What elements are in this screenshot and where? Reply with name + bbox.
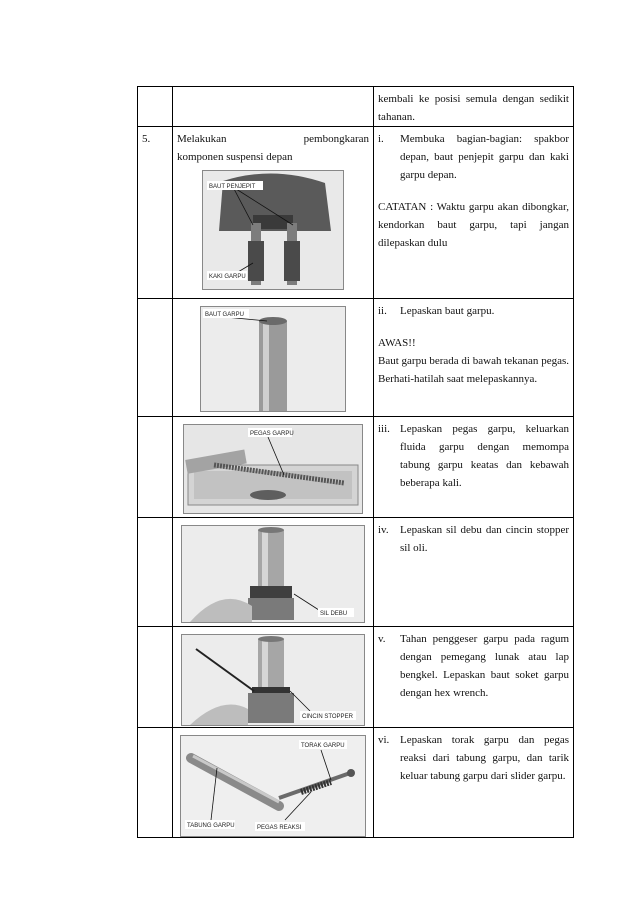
step-text: Tahan penggeser garpu pada ragum dengan pemegang lunak atau lap bengkel. Lepaskan baut soket garpu dengan hex wrench. [400,633,569,699]
warning-title: AWAS!! [378,337,416,349]
table-row [138,728,574,838]
step-item [378,630,569,702]
cell-step [374,299,574,417]
dust-seal-figure [181,525,365,623]
label-torak-garpu: TORAK GARPU [301,743,345,749]
cell-activity [173,127,374,299]
cell-number [138,518,173,627]
step-number: vi. [378,734,390,746]
stopper-ring-figure [181,634,365,726]
step-item [378,731,569,785]
cell-number [138,299,173,417]
fork-piston-figure [180,735,366,837]
step-number: ii. [378,305,387,317]
cell-activity [173,518,374,627]
step-item [378,302,569,320]
procedure-table [137,86,574,838]
cell-step [374,417,574,518]
label-kaki-garpu: KAKI GARPU [209,274,246,280]
continuation-text: kembali ke posisi semula dengan sedikit tahanan. [378,93,569,123]
cell-number [138,87,173,127]
label-sil-debu: SIL DEBU [320,611,348,617]
table-row [138,87,574,127]
table-row [138,417,574,518]
table-row [138,127,574,299]
step-text: Lepaskan torak garpu dan pegas reaksi dari tabung garpu, dan tarik keluar tabung garpu dari slider garpu. [400,734,569,782]
step-number: iv. [378,524,389,536]
cell-step [374,518,574,627]
cell-activity [173,728,374,838]
step-text: Lepaskan baut garpu. [400,305,495,317]
cell-number [138,627,173,728]
activity-subtitle: komponen suspensi depan [177,151,293,163]
cell-activity [173,417,374,518]
step-text: Membuka bagian-bagian: spakbor depan, baut penjepit garpu dan kaki garpu depan. [400,133,569,181]
table-row [138,627,574,728]
step-text: Lepaskan pegas garpu, keluarkan fluida garpu dengan memompa tabung garpu keatas dan kebawah beberapa kali. [400,423,569,489]
table-row [138,518,574,627]
note-text: CATATAN : Waktu garpu akan dibongkar, kendorkan baut garpu, tapi jangan dilepaskan dulu [378,201,569,249]
step-item [378,521,569,557]
label-baut-garpu: BAUT GARPU [205,312,244,318]
step-item [378,130,569,184]
cell-step [374,127,574,299]
fork-bolt-figure [200,306,346,412]
cell-activity [173,627,374,728]
cell-step [374,87,574,127]
front-fork-figure [202,170,344,290]
step-number: i. [378,133,384,145]
label-pegas-garpu: PEGAS GARPU [250,431,294,437]
cell-step [374,728,574,838]
cell-activity [173,299,374,417]
step-text: Lepaskan sil debu dan cincin stopper sil oli. [400,524,569,554]
step-number: iii. [378,423,390,435]
warning-text: Baut garpu berada di bawah tekanan pegas. Berhati-hatilah saat melepaskannya. [378,355,569,385]
label-baut-penjepit: BAUT PENJEPIT [209,184,256,190]
fork-spring-figure [183,424,363,514]
row-number: 5. [142,133,151,145]
cell-number [138,417,173,518]
activity-title: Melakukan pembongkaran [177,133,369,145]
table-row [138,299,574,417]
cell-number [138,127,173,299]
label-tabung-garpu: TABUNG GARPU [187,823,235,829]
label-cincin-stopper: CINCIN STOPPER [302,714,353,720]
label-pegas-reaksi: PEGAS REAKSI [257,825,302,831]
cell-step [374,627,574,728]
step-item [378,420,569,492]
cell-number [138,728,173,838]
step-number: v. [378,633,386,645]
cell-activity [173,87,374,127]
